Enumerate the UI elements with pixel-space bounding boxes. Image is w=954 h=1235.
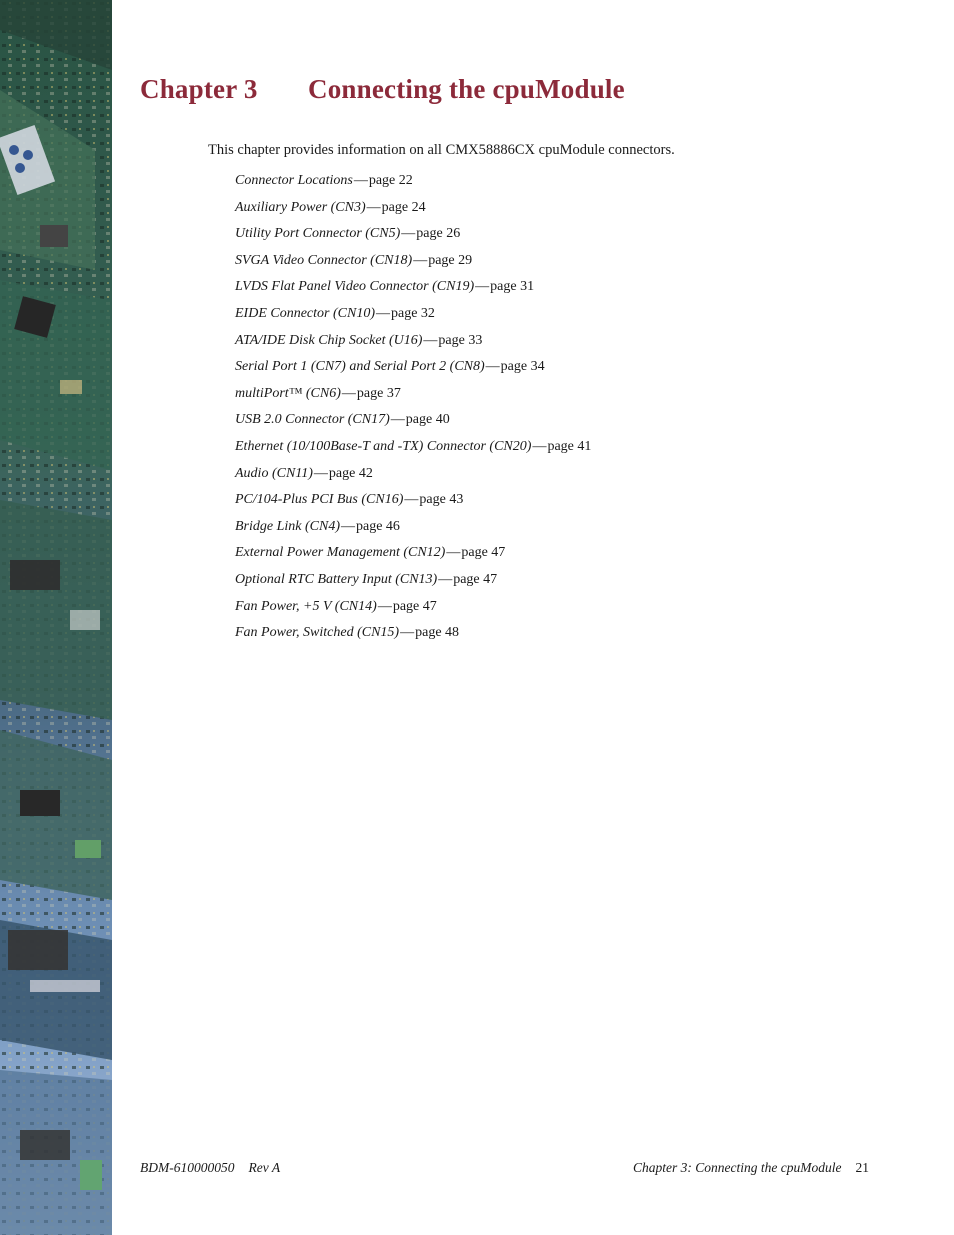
toc-item-page: page 40 [405,412,450,428]
toc-separator: — [375,305,390,321]
toc-link[interactable] [235,200,426,215]
toc-separator: — [313,465,328,481]
toc-item [235,251,591,278]
chapter-reference: Chapter 3: Connecting the cpuModule [633,1160,842,1175]
toc-item-page: page 47 [392,598,437,614]
chapter-intro: This chapter provides information on all CMX58886CX cpuModule connectors. [208,142,675,158]
toc-separator: — [366,199,381,215]
toc-item-page: page 41 [547,438,592,454]
toc-link[interactable] [235,279,534,294]
toc-item-page: page 31 [490,279,535,295]
toc-separator: — [446,545,461,561]
toc-item-title: Optional RTC Battery Input (CN13) [235,571,438,587]
toc-separator: — [390,412,405,428]
toc-separator: — [341,385,356,401]
toc-item-title: LVDS Flat Panel Video Connector (CN19) [235,279,475,295]
toc-item [235,597,591,624]
toc-item [235,490,591,517]
toc-item [235,464,591,491]
toc-separator: — [413,252,428,268]
toc-separator: — [423,332,438,348]
chapter-heading [140,74,625,105]
toc-item-title: SVGA Video Connector (CN18) [235,252,413,268]
toc-item-title: EIDE Connector (CN10) [235,305,375,321]
toc-item [235,543,591,570]
toc-separator: — [400,625,415,641]
toc-item-title: Auxiliary Power (CN3) [235,199,366,215]
toc-item-page: page 48 [415,625,460,641]
toc-link[interactable] [235,253,472,268]
toc-item [235,224,591,251]
toc-link[interactable] [235,439,591,454]
toc-link[interactable] [235,386,401,401]
toc-item [235,570,591,597]
toc-item-title: Serial Port 1 (CN7) and Serial Port 2 (CN8) [235,359,485,375]
toc-item [235,517,591,544]
toc-item-title: USB 2.0 Connector (CN17) [235,412,390,428]
toc-link[interactable] [235,226,460,241]
revision: Rev A [248,1160,281,1175]
toc-separator: — [404,492,419,508]
toc-item-title: multiPort™ (CN6) [235,385,341,401]
toc-item [235,384,591,411]
toc-link[interactable] [235,599,437,614]
toc-item-title: Utility Port Connector (CN5) [235,226,401,242]
toc-item-title: Bridge Link (CN4) [235,518,340,534]
toc-item [235,331,591,358]
toc-separator: — [475,279,490,295]
toc-separator: — [401,226,416,242]
toc-separator: — [353,173,368,188]
toc-item [235,623,591,650]
toc-item-title: External Power Management (CN12) [235,545,446,561]
chapter-title: Connecting the cpuModule [308,74,625,104]
toc-item-page: page 26 [416,226,461,242]
toc-item-page: page 32 [390,305,435,321]
toc-item-title: Fan Power, +5 V (CN14) [235,598,377,614]
toc-item-page: page 24 [381,199,426,215]
toc-item-page: page 33 [438,332,483,348]
toc-item-title: Ethernet (10/100Base-T and -TX) Connector (CN20) [235,438,532,454]
toc-item [235,198,591,225]
toc-link[interactable] [235,625,459,640]
toc-item-title: PC/104-Plus PCI Bus (CN16) [235,492,404,508]
toc-item-title: Connector Locations [235,173,353,188]
toc-item-page: page 22 [368,173,413,188]
toc-item [235,171,591,198]
toc-separator: — [438,571,453,587]
toc-link[interactable] [235,359,545,374]
toc-item [235,410,591,437]
toc-separator: — [341,518,355,534]
toc-link[interactable] [235,492,463,507]
chapter-contents-list [235,171,591,650]
toc-item [235,357,591,384]
toc-item-page: page 43 [419,492,464,508]
toc-link[interactable] [235,519,400,534]
toc-item-title: ATA/IDE Disk Chip Socket (U16) [235,332,423,348]
chapter-number: Chapter 3 [140,74,258,104]
toc-link[interactable] [235,333,482,348]
toc-item-page: page 46 [356,518,400,534]
toc-link[interactable] [235,466,373,481]
toc-item [235,437,591,464]
toc-item-page: page 47 [453,571,498,587]
toc-item-page: page 37 [356,385,401,401]
footer-left [140,1160,280,1176]
toc-separator: — [532,438,547,454]
toc-link[interactable] [235,173,413,188]
footer-right [633,1160,869,1176]
toc-item-page: page 42 [328,465,373,481]
toc-link[interactable] [235,545,505,560]
doc-number: BDM-610000050 [140,1160,235,1175]
toc-item [235,277,591,304]
toc-link[interactable] [235,412,450,427]
toc-separator: — [485,359,500,375]
toc-item [235,304,591,331]
toc-link[interactable] [235,306,435,321]
toc-separator: — [377,598,392,614]
toc-item-page: page 34 [500,359,545,375]
toc-item-title: Audio (CN11) [235,465,313,481]
toc-item-page: page 47 [461,545,506,561]
toc-item-page: page 29 [428,252,473,268]
toc-link[interactable] [235,572,497,587]
toc-item-title: Fan Power, Switched (CN15) [235,625,400,641]
page-number: 21 [855,1160,869,1175]
side-circuit-board-image [0,0,112,1235]
